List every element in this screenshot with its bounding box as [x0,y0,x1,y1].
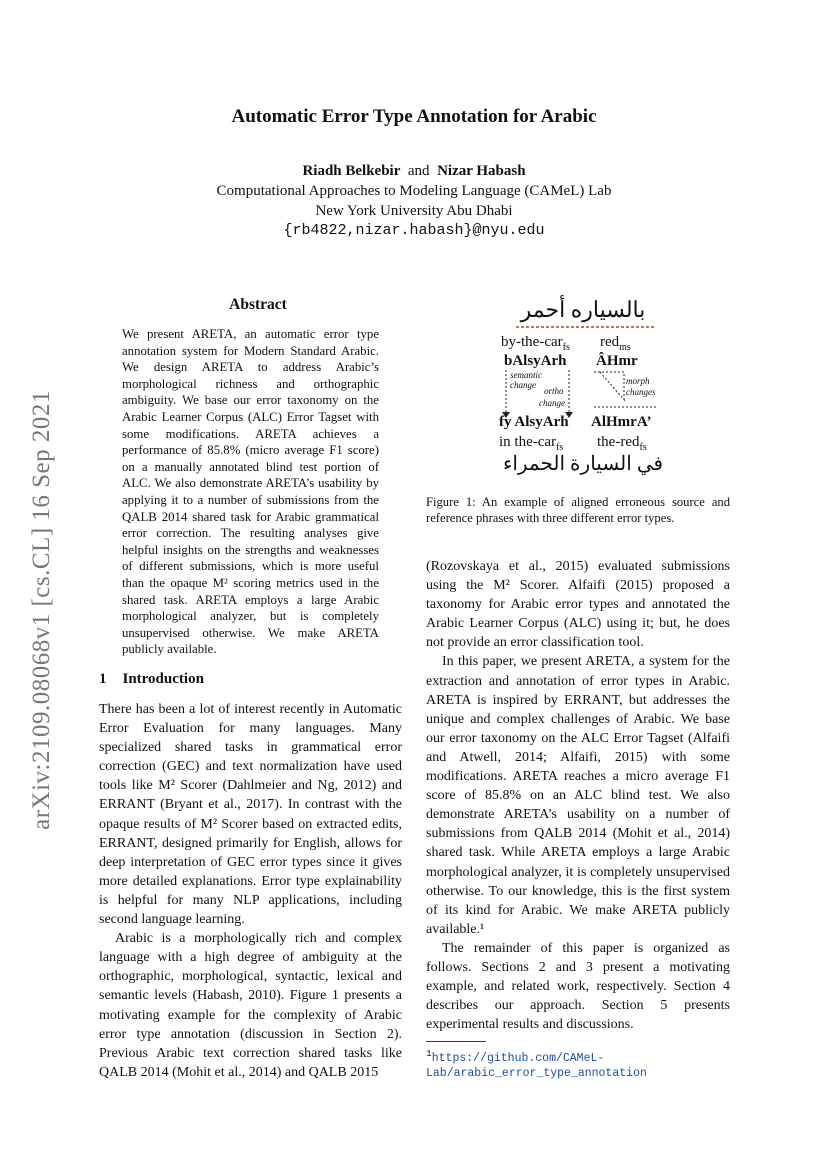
morph-arrow-left [594,372,624,400]
reference-arabic: في السيارة الحمراء [502,453,664,475]
paragraph-3: (Rozovskaya et al., 2015) evaluated submissions using the M² Scorer. Alfaifi (2015) proposed a taxonomy for Arabic error types and annotated the Arabic Learner Corpus (ALC) using it; but, he does not provide an error classification tool. [426,559,730,651]
label-semantic: semantic [510,370,542,380]
paragraph-2: Arabic is a morphologically rich and complex language with a high degree of ambiguity at the orthographic, morphological, syntactic, lexical and semantic levels (Habash, 2010). Figure 1 presents a motivating example for the complexity of Arabic error type annotation (discussion in Section 2). Previous Arabic text correction shared tasks like QALB 2014 (Mohit et al., 2014) and QALB 2015 [99,931,402,1080]
author-1: Riadh Belkebir [302,163,401,179]
section-heading-introduction [99,671,204,688]
section-number: 1 [99,671,107,687]
author-block [0,161,828,241]
author-email[interactable]: {rb4822,nizar.habash}@nyu.edu [283,222,545,239]
gloss-source-1: by-the-car$_{fs}$ [501,334,570,353]
translit-reference-1: fy AlsyArh [499,414,569,430]
arxiv-identifier-text: arXiv:2109.08068v1 [cs.CL] 16 Sep 2021 [28,390,55,830]
paper-title: Automatic Error Type Annotation for Arabic [231,106,597,127]
footnote-url[interactable]: https://github.com/CAMeL-Lab/arabic_error_type_annotation [426,1051,647,1080]
label-ortho-change: change [539,398,565,408]
body-column-right [426,557,730,1034]
figure-1 [426,290,730,480]
arxiv-identifier [22,370,62,850]
label-ortho: ortho [544,386,564,396]
section-title: Introduction [122,671,204,687]
affiliation-university: New York University Abu Dhabi [315,203,513,219]
footnote [426,1046,730,1081]
paragraph-1: There has been a lot of interest recently in Automatic Error Evaluation for many languages. Many specialized shared tasks in grammatical error correction (GEC) and text normalization have used tools like M² Scorer (Dahlmeier and Ng, 2012) and ERRANT (Bryant et al., 2017). In contrast with the opaque results of M² Scorer based on extracted edits, ERRANT, designed primarily for English, allows for deep interpretation of GEC error types since it gives more detailed explanations. Error type explainability is helpful for many NLP applications, including second language learning. [99,702,402,928]
gloss-reference-2: the-red$_{fs}$ [597,434,647,453]
affiliation-lab: Computational Approaches to Modeling Language (CAMeL) Lab [216,183,612,199]
source-arabic: بالسياره أحمر [520,297,646,322]
abstract-heading: Abstract [229,296,287,313]
author-and: and [407,163,430,179]
label-morph: morph [626,376,650,386]
gloss-source-2: red$_{ms}$ [600,334,631,353]
gloss-reference-1: in the-car$_{fs}$ [499,434,564,453]
translit-source-2: ÂHmr [596,353,638,369]
paragraph-4: In this paper, we present ARETA, a system for the extraction and annotation of error types in Arabic. ARETA is inspired by ERRANT, but addresses the unique and complex challenges of Arabic. We base our error taxonomy on the ALC Error Tagset (Alfaifi and Atwell, 2014; Alfaifi, 2015) with some modifications. ARETA reaches a micro average F1 score of 85.8% on an ALC blind test. We also demonstrate ARETA’s usability on a number of submissions from QALB 2014 (Mohit et al., 2014) shared task. While ARETA employs a large Arabic morphological analyzer, it is completely unsupervised otherwise. To our knowledge, this is the first system of its kind for Arabic. We make ARETA publicly available.¹ [426,654,730,937]
abstract-text: We present ARETA, an automatic error type annotation system for Modern Standard Arabic. We design ARETA to address Arabic’s morphological richness and orthographic ambiguity. We base our error taxonomy on the Arabic Learner Corpus (ALC) Error Tagset with some modifications. ARETA achieves a performance of 85.8% (micro average F1 score) on a manually annotated blind test portion of ALC. We also demonstrate ARETA’s usability by applying it to a number of submissions from the QALB 2014 shared task for Arabic grammatical error correction. The resulting analyses give helpful insights on the strengths and weaknesses of different submissions, which is more useful than the opaque M² scoring metrics used in the shared task. ARETA employs a large Arabic morphological analyzer, but is completely unsupervised otherwise. We make ARETA publicly available. [122,327,379,657]
figure-caption: Figure 1: An example of aligned erroneous source and reference phrases with three different error types. [426,495,730,526]
translit-source-1: bAlsyArh [504,353,567,369]
footnote-divider [426,1041,486,1042]
label-change: change [510,380,536,390]
label-changes: changes [626,387,656,397]
paragraph-5: The remainder of this paper is organized as follows. Sections 2 and 3 present a motivating example, and related work, respectively. Section 4 describes our approach. Section 5 presents experimental results and discussions. [426,940,730,1033]
morph-arrow-right [600,372,626,402]
footnote-mark: 1 [426,1048,432,1059]
body-column-left [99,700,402,1082]
author-2: Nizar Habash [437,163,526,179]
translit-reference-2: AlHmrA’ [591,414,652,430]
